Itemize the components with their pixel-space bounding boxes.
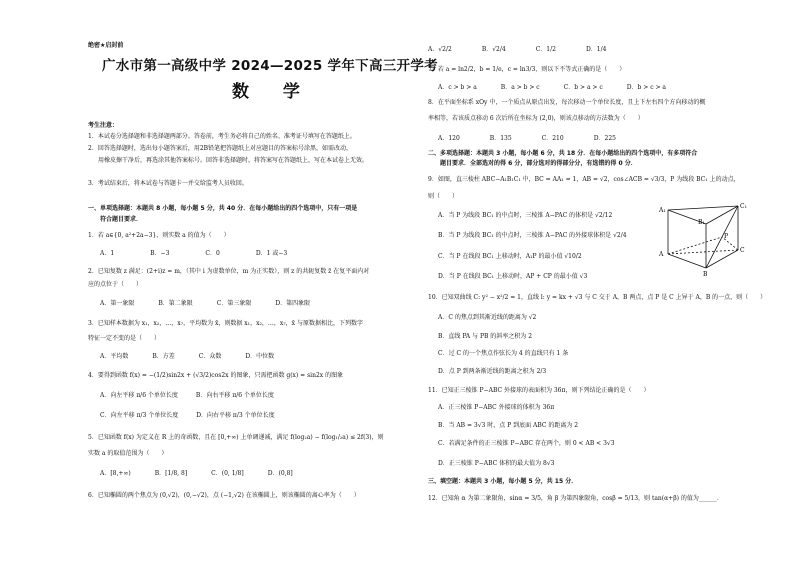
question-8-cont: 率相等，若该质点移动 6 次后所在坐标为 (2,0)，则该点移动的方法数为（ ） xyxy=(428,115,644,122)
q10-option-c: C．过 C 的一个焦点作弦长为 4 的直线只有 1 条 xyxy=(438,350,569,357)
label-P: P xyxy=(724,233,729,240)
q8-options: A．120 B．135 C．210 D．225 xyxy=(438,135,616,142)
note-line: 用橡皮擦干净后，再选涂其他答案标号。回答非选择题时，将答案写在答题纸上，写在本试卷上无效。 xyxy=(98,157,369,164)
label-A: A xyxy=(659,251,664,258)
question-5: 5．已知函数 f(x) 为定义在 R 上的奇函数，且在 [0,+∞) 上单调递减，满足 f(log₂a) − f(log₁/₂a) ≤ 2f(3)，则 xyxy=(88,434,384,441)
right-column xyxy=(412,0,794,561)
confidential-label: 绝密★启封前 xyxy=(88,42,124,49)
question-5-cont: 实数 a 的取值范围为（ ） xyxy=(88,450,168,457)
note-line: 2．回答选择题时，选出每小题答案后，用2B铅笔把答题纸上对应题目的答案标号涂黑，如需改动， xyxy=(88,145,353,152)
question-2: 2．已知复数 z 满足：(2+i)z = m，（其中 i 为虚数单位，m 为正实数），则 z 的共轭复数 z̄ 在复平面内对 xyxy=(88,268,370,275)
q10-option-b: B．直线 PA 与 PB 的斜率之积为 2 xyxy=(438,333,533,340)
prism-figure xyxy=(656,196,756,282)
question-2-cont: 应的点位于（ ） xyxy=(88,281,143,288)
q2-options: A．第一象限 B．第二象限 C．第三象限 D．第四象限 xyxy=(100,300,311,307)
label-B: B xyxy=(703,271,708,278)
q11-option-b: B．当 AB = 3√3 时，点 P 到底面 ABC 的距离为 2 xyxy=(438,422,579,429)
q11-option-a: A．正三棱锥 P−ABC 外接球的体积为 36π xyxy=(438,404,555,411)
subject-title: 数 学 xyxy=(232,82,314,102)
notes-heading: 考生注意： xyxy=(88,122,119,129)
q9-option-a: A．当 P 为线段 BC₁ 的中点时，三棱锥 A−PAC 的体积是 √2/12 xyxy=(438,212,613,219)
question-3: 3．已知样本数据为 x₁，x₂，…，x₇，平均数为 x̄，则数据 x₁，x₂，…，x₇，x̄ 与原数据相比，下列数字 xyxy=(88,320,363,327)
question-7: 7．若 a = ln2/2，b = 1/e，c = ln3/3，则以下不等式正确的是（ ） xyxy=(428,66,626,73)
section2-heading: 二、多项选择题：本题共 3 小题，每小题 6 分，共 18 分．在每小题给出的四个选项中，有多项符合 xyxy=(428,150,698,157)
label-C1: C₁ xyxy=(740,203,747,210)
question-3-cont: 特征一定不变的是（ ） xyxy=(88,335,161,342)
q5-options: A．[8,+∞) B．[1/8, 8] C．(0, 1/8] D．(0,8] xyxy=(100,470,293,477)
label-A1: A₁ xyxy=(659,207,666,214)
section1-heading: 一、单项选择题：本题共 8 小题，每小题 5 分，共 40 分．在每小题给出的四个选项中，只有一项是 xyxy=(88,205,358,212)
q11-option-c: C．若满足条件的正三棱锥 P−ABC 存在两个，则 0 < AB < 3√3 xyxy=(438,440,615,447)
question-4: 4．要得到函数 f(x) = −(1/2)sin2x + (√3/2)cos2x 的图象，只需把函数 g(x) = sin2x 的图象 xyxy=(88,372,344,379)
note-line: 3．考试结束后，将本试卷与答题卡一并交给监考人员收回。 xyxy=(88,180,248,187)
q9-option-b: B．当 P 为线段 BC₁ 的中点时，三棱锥 A−PAC 的外接球体积是 √2/4 xyxy=(438,232,627,239)
question-10: 10．已知双曲线 C: y² − x²/2 = 1，直线 l: y = kx + √3 与 C 交于 A，B 两点，点 P 是 C 上异于 A，B 的一点，则（ ） xyxy=(428,294,767,301)
section2-heading: 题目要求．全部选对的得 6 分，部分选对的得部分分，有选错的得 0 分． xyxy=(440,160,637,167)
q4-options-cd: C．向左平移 π/3 个单位长度 D．向右平移 π/3 个单位长度 xyxy=(100,412,275,419)
label-B1: B₁ xyxy=(698,219,705,226)
question-12: 12．已知角 α 为第二象限角，sinα = 3/5，角 β 为第四象限角，cosβ = 5/13，则 tan(α+β) 的值为______． xyxy=(428,495,723,502)
q6-options: A．√2/2 B．√2/4 C．1/2 D．1/4 xyxy=(428,46,607,53)
q7-options: A．c > b > a B．a > b > c C．b > a > c D．b > c > a xyxy=(438,84,666,91)
q3-options: A．平均数 B．方差 C．众数 D．中位数 xyxy=(100,353,275,360)
label-C: C xyxy=(740,247,745,254)
q11-option-d: D．正三棱锥 P−ABC 体积的最大值为 8√3 xyxy=(438,460,555,467)
q9-option-d: D．当 P 在线段 BC₁ 上移动时，AP + CP 的最小值 √3 xyxy=(438,273,588,280)
question-11: 11．已知正三棱锥 P−ABC 外接球的表面积为 36π，则下列结论正确的是（ ） xyxy=(428,387,650,394)
section3-heading: 三、填空题：本题共 3 小题，每小题 5 分，共 15 分． xyxy=(428,478,578,485)
section1-heading: 符合题目要求． xyxy=(100,216,143,223)
question-8: 8．在平面坐标系 xOy 中，一个质点从原点出发，每次移动一个单位长度，且上下左右四个方向移动的概 xyxy=(428,99,706,106)
q4-options-ab: A．向左平移 π/6 个单位长度 B．向右平移 π/6 个单位长度 xyxy=(100,392,274,399)
q10-option-d: D．点 P 到两条渐近线的距离之积为 2/3 xyxy=(438,368,547,375)
q1-options: A．1 B．−3 C．0 D．1 或−3 xyxy=(100,250,288,257)
question-9-cont: 则（ ） xyxy=(428,193,459,200)
note-line: 1．本试卷分选择题和非选择题两部分。答卷前，考生务必将自己的姓名、准考证号填写在答题纸上。 xyxy=(88,133,356,140)
question-1: 1．若 a∈{0, a²+2a−3}，则实数 a 的值为（ ） xyxy=(88,232,230,239)
exam-title: 广水市第一高级中学 2024—2025 学年下高三开学考 xyxy=(102,58,438,74)
question-6: 6．已知椭圆的两个焦点为 (0,√2)，(0,−√2)，点 (−1,√2) 在该椭圆上，则该椭圆的离心率为（ ） xyxy=(88,492,360,499)
question-9: 9．如图，直三棱柱 ABC−A₁B₁C₁ 中，BC = AA₁ = 1，AB = √2，cos∠ACB = √3/3，P 为线段 BC₁ 上的动点， xyxy=(428,176,740,183)
q10-option-a: A．C 的焦点到其渐近线的距离为 √2 xyxy=(438,314,537,321)
q9-option-c: C．当 P 在线段 BC₁ 上移动时，A₁P 的最小值 √10/2 xyxy=(438,253,582,260)
